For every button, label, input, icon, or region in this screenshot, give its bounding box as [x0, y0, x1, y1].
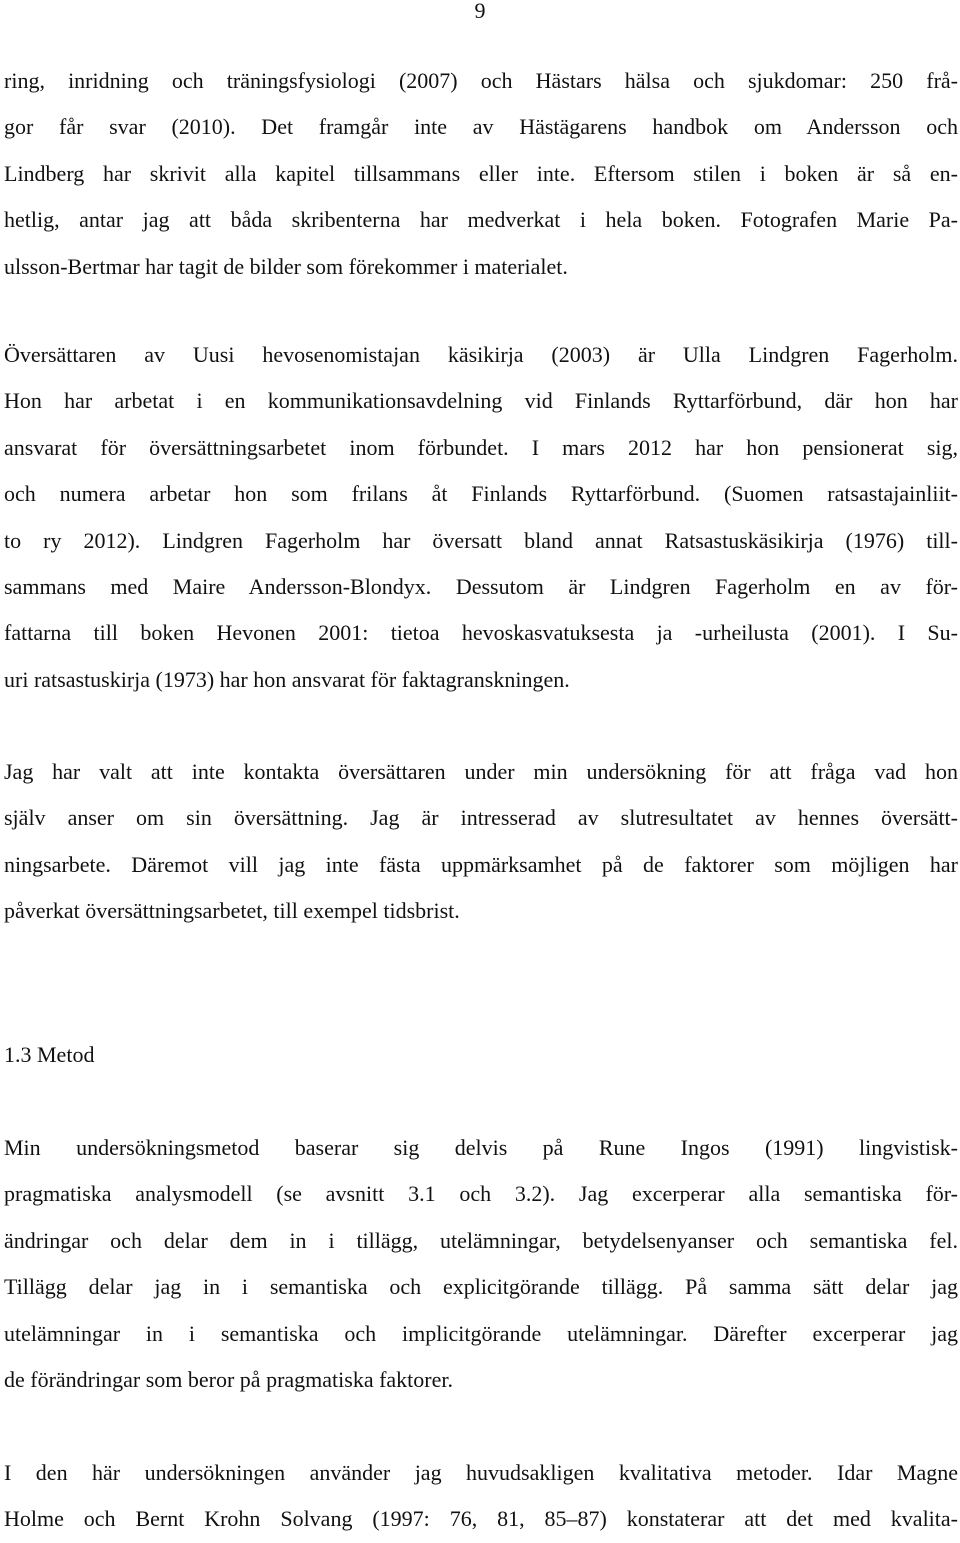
text-line: pragmatiska analysmodell (se avsnitt 3.1 och 3.2). Jag excerperar alla semantiska för- — [4, 1181, 958, 1207]
paragraph-contact — [4, 749, 958, 935]
text-line: ningsarbete. Däremot vill jag inte fästa uppmärksamhet på de faktorer som möjligen har — [4, 851, 958, 877]
text-line: Jag har valt att inte kontakta översättaren under min undersökning för att fråga vad hon — [4, 759, 958, 784]
text-line: ring, inridning och träningsfysiologi (2007) och Hästars hälsa och sjukdomar: 250 frå- — [4, 68, 958, 93]
text-line: hetlig, antar jag att båda skribenterna har medverkat i hela boken. Fotografen Marie Pa- — [4, 207, 958, 233]
text-line: Hon har arbetat i en kommunikationsavdelning vid Finlands Ryttarförbund, där hon har — [4, 388, 958, 414]
text-line: Holme och Bernt Krohn Solvang (1997: 76, 81, 85–87) konstaterar att det med kvalita- — [4, 1506, 958, 1532]
text-line: Lindberg har skrivit alla kapitel tillsammans eller inte. Eftersom stilen i boken är så en- — [4, 160, 958, 186]
text-line: Min undersökningsmetod baserar sig delvis på Rune Ingos (1991) lingvistisk- — [4, 1135, 958, 1160]
text-line: sammans med Maire Andersson-Blondyx. Dessutom är Lindgren Fagerholm en av för- — [4, 574, 958, 600]
paragraph-translator — [4, 332, 958, 703]
text-line: uri ratsastuskirja (1973) har hon ansvarat för faktagranskningen. — [4, 666, 570, 692]
text-line: ansvarat för översättningsarbetet inom förbundet. I mars 2012 har hon pensionerat sig, — [4, 434, 958, 460]
text-line: to ry 2012). Lindgren Fagerholm har översatt bland annat Ratsastuskäsikirja (1976) till- — [4, 527, 958, 553]
text-line: utelämningar in i semantiska och implicitgörande utelämningar. Därefter excerperar jag — [4, 1320, 958, 1346]
text-line: och numera arbetar hon som frilans åt Finlands Ryttarförbund. (Suomen ratsastajainliit- — [4, 481, 958, 507]
paragraph-qualitative — [4, 1450, 958, 1543]
text-line: ändringar och delar dem in i tillägg, utelämningar, betydelsenyanser och semantiska fel. — [4, 1227, 958, 1253]
text-line: ulsson-Bertmar har tagit de bilder som förekommer i materialet. — [4, 253, 568, 279]
text-line: de förändringar som beror på pragmatiska faktorer. — [4, 1367, 453, 1393]
text-line: Tillägg delar jag in i semantiska och explicitgörande tillägg. På samma sätt delar jag — [4, 1274, 958, 1300]
paragraph-authors — [4, 58, 958, 290]
text-line: fattarna till boken Hevonen 2001: tietoa hevoskasvatuksesta ja -urheilusta (2001). I Su- — [4, 620, 958, 646]
text-line: själv anser om sin översättning. Jag är intresserad av slutresultatet av hennes översätt- — [4, 805, 958, 831]
section-heading: 1.3 Metod — [4, 1042, 95, 1067]
text-line: I den här undersökningen använder jag huvudsakligen kvalitativa metoder. Idar Magne — [4, 1460, 958, 1485]
text-line: Översättaren av Uusi hevosenomistajan käsikirja (2003) är Ulla Lindgren Fagerholm. — [4, 342, 958, 367]
paragraph-method — [4, 1125, 958, 1403]
text-line: gor får svar (2010). Det framgår inte av Hästägarens handbok om Andersson och — [4, 114, 958, 140]
page-number: 9 — [474, 0, 486, 23]
text-line: påverkat översättningsarbetet, till exempel tidsbrist. — [4, 898, 460, 924]
